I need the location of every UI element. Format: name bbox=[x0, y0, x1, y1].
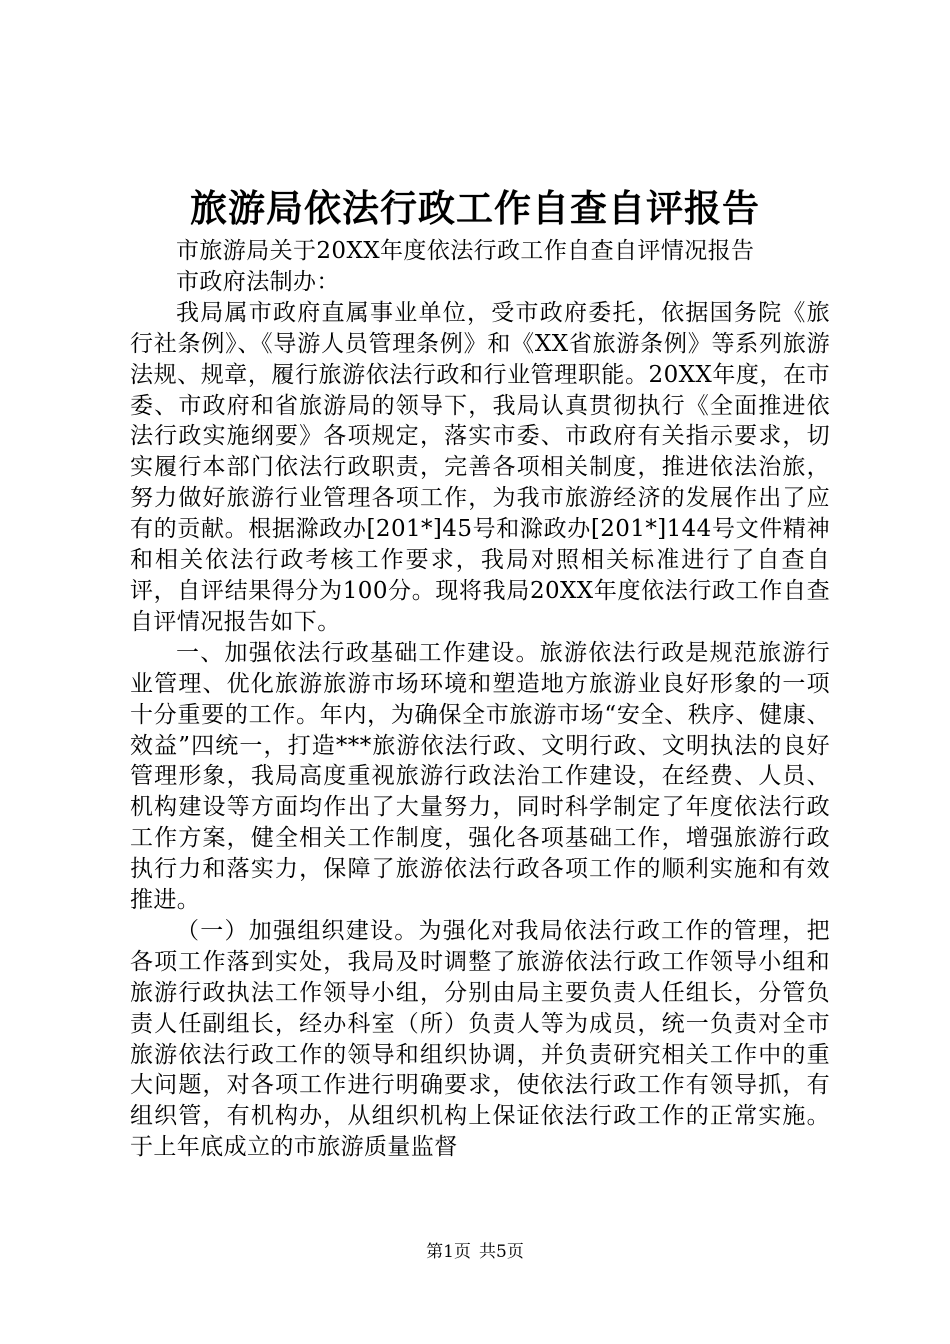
document-title: 旅游局依法行政工作自查自评报告 bbox=[190, 186, 760, 230]
report-subtitle: 市旅游局关于20XX年度依法行政工作自查自评情况报告 bbox=[176, 238, 755, 264]
page-number: 第1页 bbox=[426, 1242, 471, 1262]
page-footer bbox=[0, 1240, 950, 1264]
body-paragraph: 我局属市政府直属事业单位，受市政府委托，依据国务院《旅行社条例》、《导游人员管理条例》和《XX省旅游条例》等系列旅游法规、规章，履行旅游依法行政和行业管理职能。20XX年度，在市委、市政府和省旅游局的领导下，我局认真贯彻执行《全面推进依法行政实施纲要》各项规定，落实市委、市政府有关指示要求，切实履行本部门依法行政职责，完善各项相关制度，推进依法治旅，努力做好旅游行业管理各项工作，为我市旅游经济的发展作出了应有的贡献。根据滁政办[201*]45号和滁政办[201*]144号文件精神和相关依法行政考核工作要求，我局对照相关标准进行了自查自评，自评结果得分为100分。现将我局20XX年度依法行政工作自查自评情况报告如下。 bbox=[130, 299, 830, 635]
page-total: 共5页 bbox=[479, 1242, 524, 1262]
document-body bbox=[130, 236, 830, 1163]
body-paragraph: 一、加强依法行政基础工作建设。旅游依法行政是规范旅游行业管理、优化旅游旅游市场环境和塑造地方旅游业良好形象的一项十分重要的工作。年内，为确保全市旅游市场“安全、秩序、健康、效益”四统一，打造***旅游依法行政、文明行政、文明执法的良好管理形象，我局高度重视旅游行政法治工作建设，在经费、人员、机构建设等方面均作出了大量努力，同时科学制定了年度依法行政工作方案，健全相关工作制度，强化各项基础工作，增强旅游行政执行力和落实力，保障了旅游依法行政各项工作的顺利实施和有效推进。 bbox=[130, 639, 830, 914]
addressee: 市政府法制办： bbox=[176, 268, 340, 295]
body-paragraph: （一）加强组织建设。为强化对我局依法行政工作的管理，把各项工作落到实处，我局及时调整了旅游依法行政工作领导小组和旅游行政执法工作领导小组，分别由局主要负责人任组长，分管负责人任副组长，经办科室（所）负责人等为成员，统一负责对全市旅游依法行政工作的领导和组织协调，并负责研究相关工作中的重大问题，对各项工作进行明确要求，使依法行政工作有领导抓，有组织管，有机构办，从组织机构上保证依法行政工作的正常实施。于上年底成立的市旅游质量监督 bbox=[130, 917, 830, 1161]
